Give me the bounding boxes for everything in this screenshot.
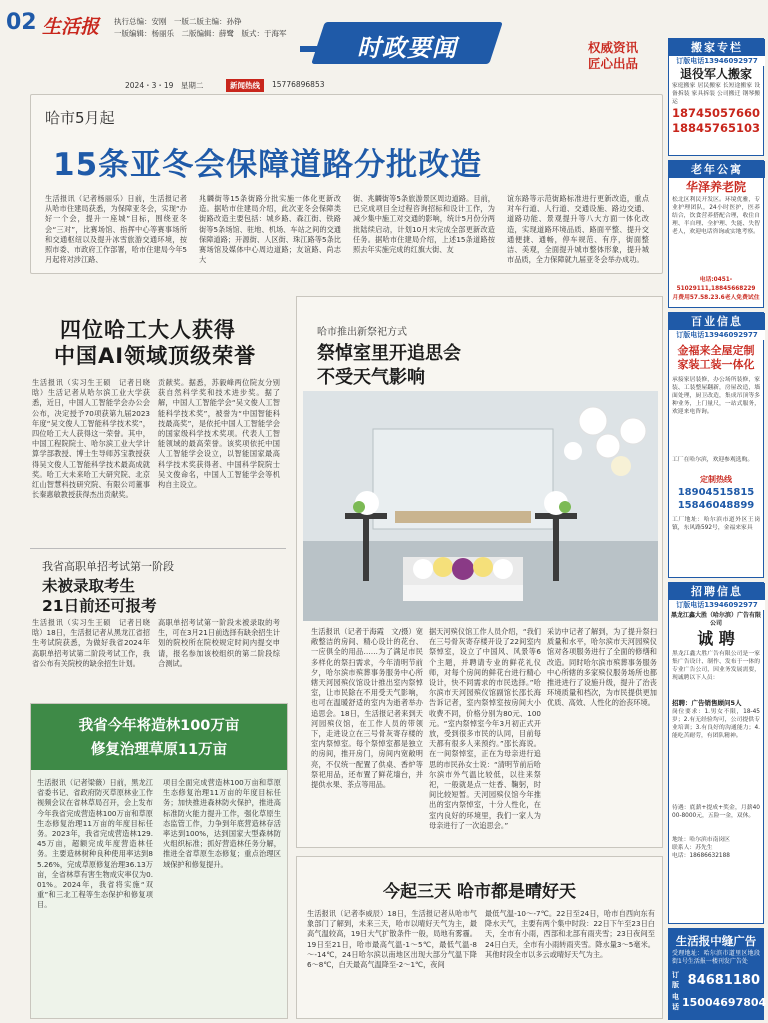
article5-title-line-1: 祭悼室里开追思会 — [317, 343, 461, 364]
ad-decor-text-2: 工厂在哈尔滨，欢迎参观选购。 — [672, 457, 754, 463]
slogan — [588, 40, 638, 72]
page-number: 02 — [6, 10, 37, 35]
article-afforestation — [30, 703, 288, 1019]
article6-title: 今起三天 哈市都是晴好天 — [383, 882, 576, 902]
article-vocational-exam — [30, 552, 286, 700]
ad-decor-text: 承接家居装修，办公场所装修，家装、工装整屋翻新，房屋改造，墙面处理，厨卫改造，集成吊顶等多种业务，上门量尺，一站式服务，欢迎来电咨询。 — [672, 377, 760, 415]
slogan-line-1: 权威资讯 — [588, 40, 639, 55]
hotline-label: 新闻热线 — [226, 79, 264, 92]
article2-col-2: 贡献奖。据悉，苏毅峰两位院友分别获自然科学奖和技术进步奖。据了解，中国人工智能学会“吴文俊人工智能科学技术奖”，被誉为“中国智能科技最高奖”，是依托中国人工智能学会的国家级科学技术奖项。代表人工智能领域的最高荣誉。该奖项依托中国人工智能学会设立，以智能国家最高科学技术奖获得者、中国科学院院士吴文俊命名，中国人工智能学会等机构自主设立。 — [158, 378, 280, 490]
ad-moving-phone: 订版电话13946092977 — [669, 56, 765, 66]
ad-paper-phone: 15004697804 — [682, 995, 767, 1009]
ad-senior-head: 老年公寓 — [669, 161, 765, 178]
article3-col-2: 高职单招考试第一阶段未被录取的考生，可在3月21日前选择有缺余招生计划的院校所在院校规定时间内提交申请，报名参加该校组织的第二阶段综合测试。 — [158, 618, 280, 668]
ad-decor-title-line-2: 家装工装一体化 — [677, 358, 755, 371]
article4-title-line-1: 我省今年将造林100万亩 — [78, 718, 240, 734]
article4-col-1: 生活报讯（记者梁薇）日前，黑龙江省委书记、省政府防灭草原林业工作视频会议在省林草局召开，会上发布今年我省完成营造林100万亩和草原生态修复治理11万亩的年度目标任务。2023年，我省完成营造林129.45万亩，超额完成年度营造林任务。主要造林树种良种使用率达到85.26%，完成草原修复治理36.13万亩，全省林草有害生物成灾率仅为0.01%。2024年，我省将实施“双重”和三北工程等生态保护和修复项目。 — [37, 778, 153, 910]
article3-title-line-1: 未被录取考生 — [42, 577, 136, 595]
ad-paper-classifieds — [668, 928, 767, 1020]
ad-moving-head: 搬家专栏 — [669, 39, 765, 56]
paper-name-logo: 生活报 — [42, 16, 100, 38]
article6-col-1: 生活报讯（记者李威辰）18日，生活报记者从哈市气象部门了解到，未来三天，哈市以晴好天气为主，最高气温较高，19日大气扩散条件一般，局地有雾霾。19日至21日，哈市最高气温-1～5℃，最低气温-8～-14℃，24日哈尔滨以南地区出现大部分气温下降6～8℃，白天最高气温降至-2～1℃，夜间 — [307, 909, 477, 970]
ad-paper-tel: 84681180 — [687, 972, 760, 988]
ad-recruit-phone: 订版电话13946092977 — [669, 600, 765, 610]
ad-decor-number-2: 15846048899 — [677, 500, 755, 511]
section-title: 时政要闻 — [357, 34, 457, 62]
ad-senior-price: 月费用57.58.23.6老人免费试住 — [672, 295, 760, 301]
ad-decor-phone: 订版电话13946092977 — [669, 330, 765, 340]
article5-kicker: 哈市推出新祭祀方式 — [317, 327, 407, 338]
article-road-renovation — [30, 94, 663, 274]
article-weather — [296, 856, 663, 1019]
ad-recruit-tel: 电话：18686632188 — [672, 853, 730, 859]
article1-col-1: 生活报讯（记者杨丽乐）日前，生活报记者从哈市住建局获悉，为保障亚冬会，实现“办好一个会，提升一座城”目标，围绕亚冬会“三对”，比赛场馆、指挥中心等赛事场所和交通枢纽以及提升冰雪旅游交通环境，按照市委、市政府工作部署，哈市住建局今年5月起将对涉江路、 — [45, 194, 187, 265]
slogan-line-2: 匠心出品 — [588, 56, 639, 71]
ad-recruit-head: 招聘信息 — [669, 583, 765, 600]
ad-moving-text: 家庭搬家 居民搬家 长短途搬家 设备拆装 家具拆装 公司搬迁 钢琴搬运 — [672, 83, 760, 105]
ad-senior-text: 松北区利民开发区。环境优雅，专业护理团队，24小时医护，医养结合，饮食营养搭配合理，收住自理、半自理、全护理、失能、失智老人，欢迎电话咨询或实地考察。 — [672, 197, 760, 235]
article1-title: 15条亚冬会保障道路分批改造 — [53, 147, 483, 183]
ad-recruit-title: 诚 聘 — [697, 629, 735, 648]
ad-paper-address: 受理地址：哈尔滨市道里区地段街1号生活报一楼刊发广告处 — [672, 950, 760, 965]
ad-home-decor — [668, 312, 764, 578]
article-memorial-room — [296, 296, 663, 848]
hotline-number: 15776896853 — [272, 80, 325, 89]
article1-col-4: 谊东路等示范街路标准进行更新改造，重点对车行道、人行道、交通设施、路边交通、道路功能、景观提升等八大方面一体化改造，实现道路环境品质、路面平整、提升交通便捷、通畅，停车规范、有序，街面整洁、美观，全面提升城市整体形象，提升城市品质，全力保障就九届亚冬会举办成功。 — [507, 194, 649, 265]
ad-recruit-address: 地址：哈尔滨市南岗区 — [672, 837, 730, 843]
ad-recruit-position: 招聘：广告销售顾问5人 — [672, 699, 742, 707]
article1-kicker: 哈市5月起 — [45, 109, 115, 127]
ad-paper-tel-label: 订版 — [672, 971, 679, 989]
article5-col-1: 生活报讯（记者于海霞 文/摄）宽敞整洁的房间、精心设计的花台、一应俱全的用品……为了满足市民多样化的祭扫需求，今年清明节前夕，哈尔滨市殡葬事务服务中心所辖天河园殡仪馆设计推出室内祭悼室，让市民除在不用受天气影响，也可在温暖舒适的室内为逝者举办追思会。18日，生活报记者来到天河园殡仪馆，在工作人员的带领下，走进设立在三号骨灰寄存楼的室内祭悼室。每个祭悼室都是独立的房间，推开房门，房间内宽敞明亮，不仅统一配置了供桌、香炉等祭祀用品，还布置了鲜花墙台，并提供水果、茶点等用品。 — [311, 627, 423, 790]
memorial-room-photo-illustration — [303, 391, 658, 621]
article6-col-2: 最低气温-10～-7℃。22日至24日，哈市自西向东有降水天气，主要有两个集中时段：22日下午至23日白天，全市有小雨，西部和北部有雨夹雪；23日夜间至24日白天，全市有小雨转雨夹雪。降水量3～5毫米。其他时段全市以多云或晴好天气为主。 — [485, 909, 655, 959]
article5-col-3: 采访中记者了解到，为了提升祭扫质量和水平，哈尔滨市天河园殡仪馆对各项服务进行了全面的修缮和改造。同时哈尔滨市殡葬事务服务中心所辖的多家殡仪服务场所也都推进进行了设施升级，提升了治丧环境质量和档次，为市民提供更加优质、高效、人性化的治丧环境。 — [547, 627, 657, 708]
article3-title-line-2: 21日前还可报考 — [42, 597, 157, 615]
article2-col-1: 生活报讯（实习生王硕 记者吕晓晗）生活记者从哈尔滨工业大学获悉，近日，中国人工智能学会办公会公布，决定授予70项获第九届2023年度“吴文俊人工智能科学技术奖”，四位哈工大人获得这一荣誉。其中，中国工程院院士、哈尔滨工业大学计算学部教授、博士生导师苏宝教授获得吴文俊人工智能科学技术最高成就奖。哈工大未来哈工大研究院、北京红山智慧科技研究院、有限公司董事长秦惠敏教授获得杰出贡献奖。 — [32, 378, 150, 500]
ad-decor-head: 百业信息 — [669, 313, 765, 330]
ad-senior-home — [668, 160, 764, 308]
article5-col-2: 据天河殡仪馆工作人员介绍，“我们在三号骨灰寄存楼开设了22间室内祭悼室，设立了中国风、风景等6个主题，并聘请专业的鲜花礼仪师，对每个房间的鲜花台进行精心设计，快不同需求的市民选择。”哈尔滨市天河园殡仪馆副馆长邵长海告诉记者，室内祭悼室按房间大小收费不同，价格分别为80元、100元。“室内祭悼室今年3月初正式开放，受到很多市民的认同，目前每天都有很多人来预约。”邵长海说。在一间祭悼室，正在为母亲进行追思的市民孙女士说：“清明节前后哈尔滨市外气温比较低，以往来祭祀，一般就是点一炷香、鞠躬，时间比较短暂。天河园殡仪馆今年推出的室内祭悼室，十分人性化，在室内良好的环境里，我们一家人为母亲进行了一次追思会。” — [429, 627, 541, 830]
ad-recruit-requirements: 岗位要求：1.男女不限，18-45岁；2.有无经验均可，公司提供专业培训；3.有良好的沟通能力；4.能吃苦耐劳，有团队精神。 — [672, 709, 760, 739]
editors-line-1: 执行总编：安刚 一版二版主编：孙铮 — [114, 17, 242, 26]
article4-title-line-2: 修复治理草原11万亩 — [90, 742, 228, 758]
ad-senior-phone: 电话:0451-51029111,18845668229 — [676, 277, 756, 292]
ad-paper-phone-row — [668, 990, 767, 1012]
article1-col-3: 街、兆麟街等5条旅游景区周边道路。目前，已完成项目全过程咨询招标和设计工作，为减少集中施工对交通的影响，统计5月份分两批陆续启动，计划10月末完成全部更新改造任务。据哈市住建局介绍，上述15条道路按照去年实施完成的红旗大街、友 — [353, 194, 495, 255]
editors-line-2: 一版编辑：杨丽乐 二版编辑：薛鹭 版式：于海军 — [114, 29, 287, 38]
ad-recruit-salary: 待遇：底薪+提成+奖金，月薪4000-8000元，五险一金，双休。 — [672, 805, 760, 819]
article3-col-1: 生活报讯（实习生王硕 记者吕晓晗）18日，生活报记者从黑龙江省招生考试院获悉，为做好我省2024年高职单招考试第二阶段考试工作，我省公布有关院校的缺余招生计划。 — [32, 618, 150, 668]
article4-col-2: 项目全面完成营造林100万亩和草原生态修复治理11万亩的年度目标任务；加快推进森林防火保护，推进高标准防火能力提升工作，强化草原生态监管工作，力争到年底营造林存活率达到100%，达到国家大型森林防火组织标准；抓好营造林任务分解，推进全省草原生态修复；重点治理区域保护和修复提升。 — [163, 778, 281, 869]
article3-kicker: 我省高职单招考试第一阶段 — [42, 560, 174, 573]
ad-moving-number-2: 18845765103 — [671, 121, 761, 135]
ad-decor-address: 工厂地址：哈尔滨市道外区王岗镇，东风路592号，金福来家具 — [672, 517, 760, 531]
masthead — [0, 0, 666, 80]
article2-title-line-2: 中国AI领域顶级荣誉 — [54, 344, 257, 368]
ad-senior-title: 华泽养老院 — [685, 180, 746, 194]
ad-paper-tel-row — [668, 966, 764, 990]
article-ai-award — [30, 296, 286, 548]
ad-moving-number-1: 18745057660 — [671, 106, 761, 120]
classified-ads-column — [668, 38, 767, 1020]
memorial-room-photo — [303, 391, 658, 621]
ad-decor-number-1: 18904515815 — [677, 487, 755, 498]
ad-recruit-text: 黑龙江鑫大胜广告有限公司是一家集广告设计、制作、发布于一体的专业广告公司，因业务发展需要，现诚聘以下人员： — [672, 651, 760, 681]
ad-decor-contact-label: 定制热线 — [700, 475, 732, 484]
ad-recruiting — [668, 582, 764, 924]
ad-decor-title-line-1: 金福来全屋定制 — [677, 344, 755, 357]
ad-paper-phone-label: 电话 — [672, 993, 679, 1011]
ad-recruit-contact: 联系人：苏先生 — [672, 845, 713, 851]
issue-date: 2024・3・19 星期二 — [125, 81, 204, 90]
article5-title-line-2: 不受天气影响 — [317, 367, 425, 388]
article2-title-line-1: 四位哈工大人获得 — [60, 318, 236, 342]
ad-moving-title: 退役军人搬家 — [679, 67, 752, 81]
ad-recruit-company: 黑龙江鑫大胜（哈尔滨）广告有限公司 — [671, 612, 762, 627]
divider — [30, 548, 286, 549]
article1-col-2: 兆麟街等15条街路分批实施一体化更新改造。据哈市住建局介绍，此次亚冬会保障类街路改造主要包括：城乡路、森江街、铁路街等5条场馆、驻地、机场、车站之间的交通保障道路；开源街、人区街、珠江路等5条比赛场馆及媒体中心周边道路；友谊路、尚志大 — [199, 194, 341, 265]
ad-moving — [668, 38, 764, 156]
ad-paper-title: 生活报中缝广告 — [675, 934, 757, 948]
